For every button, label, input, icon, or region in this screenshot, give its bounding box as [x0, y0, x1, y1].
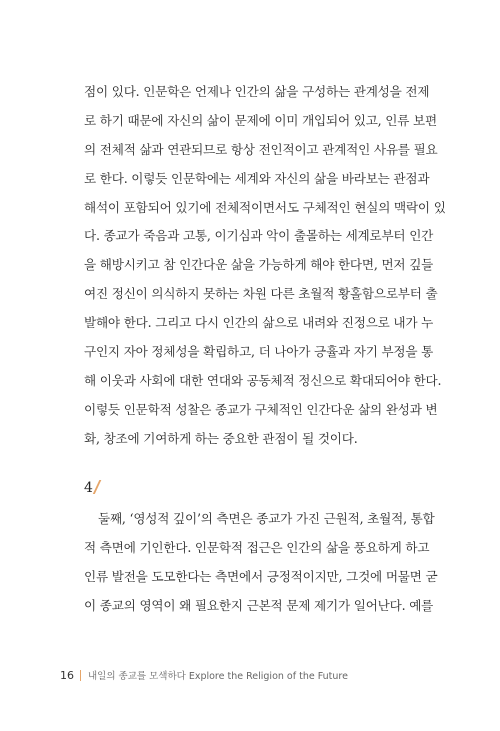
- text-line: 이렇듯 인문학적 성찰은 종교가 구체적인 인간다운 삶의 완성과 변: [84, 401, 438, 417]
- section-number-text: 4: [84, 480, 93, 496]
- body-paragraph-2: [84, 505, 438, 621]
- text-line: 둘째, ‘영성적 깊이’의 측면은 종교가 가진 근원적, 초월적, 통합: [98, 511, 435, 526]
- text-line: 화, 창조에 기여하게 하는 중요한 관점이 될 것이다.: [84, 430, 358, 446]
- text-line: 인류 발전을 도모한다는 측면에서 긍정적이지만, 그것에 머물면 굳: [84, 568, 438, 584]
- running-title: 내일의 종교를 모색하다 Explore the Religion of the Future: [88, 671, 348, 682]
- section-slash-mark: [93, 480, 102, 494]
- text-line: 다. 종교가 죽음과 고통, 이기심과 악이 출몰하는 세계로부터 인간: [84, 228, 434, 244]
- text-line: 점이 있다. 인문학은 언제나 인간의 삶을 구성하는 관계성을 전제: [84, 84, 430, 99]
- text-line: 여진 정신이 의식하지 못하는 차원 다른 초월적 황홀함으로부터 출: [84, 286, 438, 302]
- text-line: 의 전체적 삶과 연관되므로 항상 전인적이고 관계적인 사유를 필요: [84, 141, 438, 157]
- text-line: 로 한다. 이렇듯 인문학에는 세계와 자신의 삶을 바라보는 관점과: [84, 170, 430, 186]
- text-line: 이 종교의 영역이 왜 필요한지 근본적 문제 제기가 일어난다. 예를: [84, 597, 434, 613]
- text-line: 발해야 한다. 그리고 다시 인간의 삶으로 내려와 진정으로 내가 누: [84, 315, 434, 331]
- section-number: [84, 478, 99, 498]
- text-line: 을 해방시키고 참 인간다운 삶을 가능하게 해야 한다면, 먼저 깊들: [84, 257, 434, 273]
- text-line: 해 이웃과 사회에 대한 연대와 공동체적 정신으로 확대되어야 한다.: [84, 372, 442, 388]
- text-line: 해석이 포함되어 있기에 전체적이면서도 구체적인 현실의 맥락이 있: [84, 199, 446, 215]
- footer-divider: [80, 670, 81, 681]
- body-paragraph-1: [84, 78, 446, 454]
- text-line: 적 측면에 기인한다. 인문학적 접근은 인간의 삶을 풍요하게 하고: [84, 539, 430, 555]
- page-number: 16: [60, 668, 74, 682]
- text-line: 구인지 자아 정체성을 확립하고, 더 나아가 긍휼과 자기 부정을 통: [84, 344, 434, 360]
- page-footer: [60, 668, 348, 682]
- text-line: 로 하기 때문에 자신의 삶이 문제에 이미 개입되어 있고, 인류 보편: [84, 112, 437, 128]
